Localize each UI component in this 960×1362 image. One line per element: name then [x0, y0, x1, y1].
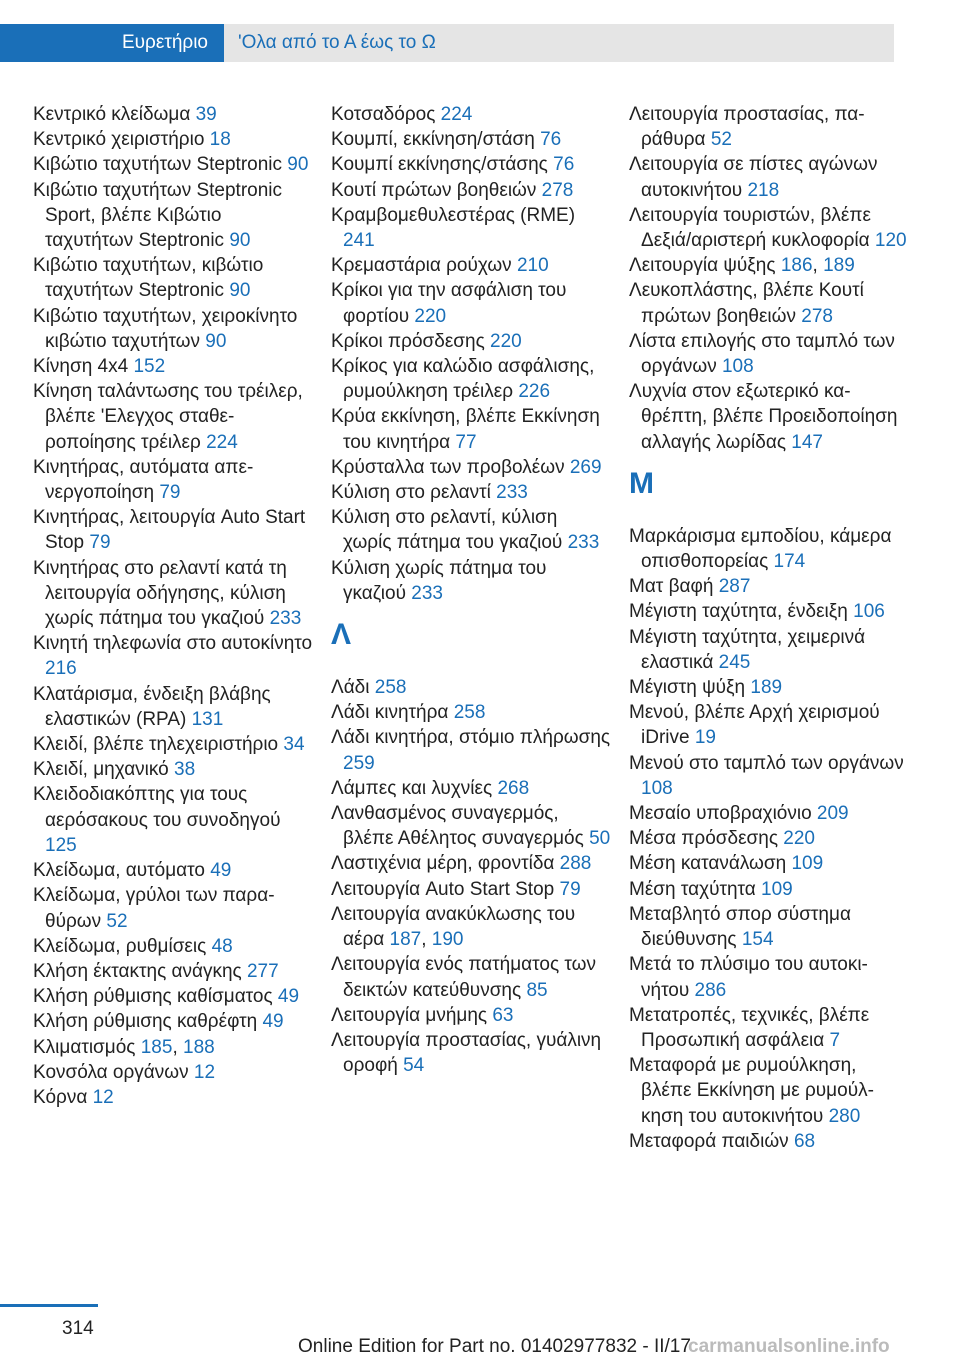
index-entry-text: Κρίκοι για την ασφάλιση του φορτίου	[331, 280, 567, 327]
footer-rule	[0, 1304, 98, 1307]
index-entry	[33, 959, 313, 984]
index-entry-text: Κύλιση στο ρελαντί	[331, 482, 497, 504]
index-entry-text: Κλειδί, μηχανικό	[33, 759, 175, 781]
index-entry	[331, 455, 611, 480]
index-entry-text: Κουμπί εκκίνησης/στάσης	[331, 154, 554, 176]
page-reference-link[interactable]: 49	[262, 1011, 284, 1033]
index-entry-text: Μέση κατανάλωση	[629, 853, 792, 875]
page-reference-link[interactable]: 131	[191, 708, 224, 730]
index-entry	[33, 505, 313, 555]
page-reference-link[interactable]: 106	[853, 601, 885, 623]
index-entry	[331, 354, 611, 404]
index-entry	[33, 253, 313, 303]
page-reference-link[interactable]: 188	[183, 1036, 215, 1058]
page-reference-link[interactable]: 187	[389, 929, 422, 951]
page-reference-link[interactable]: 120	[874, 230, 907, 252]
page-reference-link[interactable]: 12	[92, 1086, 114, 1108]
page-reference-link[interactable]: 233	[269, 608, 302, 630]
index-entry	[331, 700, 611, 725]
page-reference-link[interactable]: 12	[193, 1061, 216, 1083]
index-entry-text: Λειτουργία ανακύκλωσης του αέρα	[331, 903, 576, 951]
index-entry-text: Μαρκάρισμα εμποδίου, κάμερα οπισθοπορείας	[629, 525, 892, 573]
page-reference-link[interactable]: 233	[567, 532, 600, 554]
index-entry-text: Κλήση ρύθμισης καθίσματος	[33, 986, 278, 1008]
page-reference-link[interactable]: 39	[195, 104, 217, 125]
index-entry-text: Λειτουργία Auto Start Stop	[331, 878, 560, 900]
page-reference-link[interactable]: 218	[747, 179, 780, 201]
page-reference-link[interactable]: 269	[569, 456, 602, 478]
index-entry	[629, 952, 909, 1002]
index-entry-text: Λειτουργία ψύξης	[629, 255, 781, 277]
page-reference-link[interactable]: 258	[374, 677, 407, 699]
index-entry	[331, 178, 611, 203]
index-entry	[629, 329, 909, 379]
index-entry-text: Λαστιχένια μέρη, φροντίδα	[331, 853, 560, 875]
index-entry-text: Μενού στο ταμπλό των οργάνων	[629, 752, 904, 774]
page-reference-link[interactable]: 49	[277, 986, 300, 1008]
index-entry	[331, 127, 611, 152]
index-column-1	[33, 102, 313, 1110]
page-reference-link[interactable]: 85	[526, 979, 548, 1001]
index-entry	[629, 700, 909, 750]
index-entry-text: Λειτουργία προστασίας, γυάλινη οροφή	[331, 1029, 602, 1077]
index-entry-text: Κεντρικό χειριστήριο	[33, 129, 210, 151]
index-entry	[33, 984, 313, 1009]
page-reference-link[interactable]: 52	[106, 910, 128, 932]
index-entry-text: Μέγιστη ταχύτητα, χειμερινά ελαστικά	[629, 626, 866, 673]
index-entry	[33, 178, 313, 254]
index-entry	[33, 732, 313, 757]
page-reference-link[interactable]: 245	[718, 651, 751, 673]
index-entry	[629, 675, 909, 700]
index-entry	[33, 354, 313, 379]
index-entry	[629, 203, 909, 253]
index-entry-text: Μέσα πρόσδεσης	[629, 828, 784, 850]
index-entry	[33, 102, 313, 127]
index-entry-text: Μέγιστη ψύξη	[629, 677, 751, 699]
page-reference-link[interactable]: 241	[343, 230, 375, 252]
page-reference-link[interactable]: 278	[801, 305, 833, 327]
page-reference-link[interactable]: 185	[140, 1036, 173, 1058]
section-letter: Λ	[331, 618, 352, 652]
page-reference-link[interactable]: 90	[229, 230, 251, 252]
page-reference-link[interactable]: 268	[497, 777, 530, 799]
section-letter: Μ	[629, 466, 654, 500]
page-reference-link[interactable]: 259	[343, 752, 375, 774]
index-entry-text: Λάδι κινητήρα	[331, 702, 454, 724]
page-reference-link[interactable]: 287	[718, 576, 751, 598]
index-entry	[33, 934, 313, 959]
index-entry-text: Λειτουργία τουριστών, βλέπε Δεξιά/αριστερή κυκλοφορία	[629, 204, 875, 252]
index-entry	[331, 952, 611, 1002]
page-reference-link[interactable]: 90	[229, 280, 251, 302]
index-entry	[33, 127, 313, 152]
index-entry	[629, 1129, 909, 1154]
index-entry	[629, 801, 909, 826]
index-entry-text: Κινητήρας, αυτόματα απενεργοποίηση	[33, 456, 254, 504]
page-reference-link[interactable]: 54	[403, 1055, 425, 1077]
page-reference-link[interactable]: 108	[641, 777, 673, 799]
page-reference-link[interactable]: 189	[750, 677, 783, 699]
index-entry	[331, 776, 611, 801]
index-entry	[629, 599, 909, 624]
index-entry	[33, 682, 313, 732]
index-entry	[33, 782, 313, 858]
index-entry-text: Λειτουργία ενός πατήματος των δεικτών κατεύθυνσης	[331, 954, 596, 1001]
index-entry	[629, 826, 909, 851]
page-reference-link[interactable]: 226	[518, 381, 551, 403]
index-entry-text: Κλείδωμα, αυτόματο	[33, 860, 211, 882]
index-entry-text: Κίνηση 4x4	[33, 356, 134, 378]
index-entry	[331, 102, 611, 127]
index-entry-text: Κύλιση στο ρελαντί, κύλιση χωρίς πάτημα του γκαζιού	[331, 507, 568, 554]
index-entry-text: Λανθασμένος συναγερμός, βλέπε Αθέλητος συναγερμός	[331, 803, 590, 850]
index-entry	[331, 851, 611, 876]
index-entry	[33, 883, 313, 933]
index-entry-text: Λευκοπλάστης, βλέπε Κουτί πρώτων βοηθειών	[629, 280, 864, 327]
page-reference-link[interactable]: 52	[710, 129, 732, 151]
page-reference-link[interactable]: 76	[553, 154, 575, 176]
index-entry: Κλιματισμός 185, 188	[33, 1036, 215, 1058]
page-number: 314	[62, 1318, 94, 1339]
index-entry-text: Κιβώτιο ταχυτήτων, κιβώτιο ταχυτήτων Steptronic	[33, 255, 264, 302]
page-reference-link[interactable]: 63	[492, 1004, 514, 1026]
index-entry-text: Κιβώτιο ταχυτήτων, χειροκίνητο κιβώτιο ταχυτήτων	[33, 305, 298, 352]
page-reference-link[interactable]: 50	[589, 828, 611, 850]
index-entry	[629, 102, 909, 152]
index-entry	[331, 404, 611, 454]
index-entry-text: Κρύα εκκίνηση, βλέπε Εκκίνηση του κινητήρα	[331, 406, 600, 453]
page-reference-link[interactable]: 34	[283, 734, 305, 756]
index-entry-text: Κρίκος για καλώδιο ασφάλισης, ρυμούλκηση τρέιλερ	[331, 356, 595, 403]
index-entry-text: Κύλιση χωρίς πάτημα του γκαζιού	[331, 557, 547, 604]
page-reference-link[interactable]: 152	[133, 356, 166, 378]
index-entry-text: Μεταβλητό σπορ σύστημα διεύθυνσης	[629, 903, 851, 951]
index-entry	[629, 625, 909, 675]
index-entry-text: Κοτσαδόρος	[331, 104, 441, 125]
index-entry: Λειτουργία ανακύκλωσης του αέρα 187, 190	[331, 903, 576, 951]
index-entry-text: Λάμπες και λυχνίες	[331, 777, 498, 799]
index-entry	[331, 278, 611, 328]
index-entry	[331, 877, 611, 902]
index-entry-text: Λειτουργία μνήμης	[331, 1004, 493, 1026]
index-entry	[33, 556, 313, 632]
page-reference-link[interactable]: 224	[206, 431, 238, 453]
index-entry	[33, 304, 313, 354]
index-entry	[331, 1028, 611, 1078]
index-entry-text: Λίστα επιλογής στο ταμπλό των οργάνων	[629, 330, 895, 378]
index-entry-text: Κινητήρας, λειτουργία Auto Start Stop	[33, 507, 306, 554]
index-entry	[331, 253, 611, 278]
index-entry	[629, 851, 909, 876]
watermark: carmanualsonline.info	[688, 1336, 890, 1357]
page-reference-link[interactable]: 125	[45, 834, 77, 856]
index-entry-text: Κινητή τηλεφωνία στο αυτοκίνητο	[33, 633, 313, 655]
index-entry-text: Μέση ταχύτητα	[629, 878, 762, 900]
index-column-2	[331, 102, 611, 1078]
index-entry	[629, 379, 909, 455]
index-entry-text: Μετατροπές, τεχνικές, βλέπε Προσωπική ασφάλεια	[629, 1004, 870, 1051]
index-entry-text: Μεταφορά με ρυμούλκηση, βλέπε Εκκίνηση με ρυμούλκηση του αυτοκινήτου	[629, 1055, 874, 1127]
index-entry	[629, 574, 909, 599]
page-reference-link[interactable]: 79	[89, 532, 111, 554]
page-reference-link[interactable]: 19	[694, 727, 716, 749]
page-reference-link[interactable]: 210	[516, 255, 549, 277]
page-reference-link[interactable]: 286	[694, 979, 727, 1001]
index-entry	[33, 379, 313, 455]
index-entry-text: Κρύσταλλα των προβολέων	[331, 456, 570, 478]
index-entry	[629, 1053, 909, 1129]
index-entry	[331, 505, 611, 555]
page-reference-link[interactable]: 220	[783, 828, 815, 850]
page-reference-link[interactable]: 216	[45, 658, 77, 680]
page-reference-link[interactable]: 109	[791, 853, 824, 875]
index-entry-text: Μεταφορά παιδιών	[629, 1130, 794, 1152]
tab-a-to-z[interactable]: 'Ολα από το Α έως το Ω	[224, 24, 894, 62]
index-entry	[629, 278, 909, 328]
index-entry-text: Κλήση έκτακτης ανάγκης	[33, 960, 247, 982]
index-entry	[33, 858, 313, 883]
index-entry	[629, 902, 909, 952]
index-entry	[331, 801, 611, 851]
index-entry-text: Κλήση ρύθμισης καθρέφτη	[33, 1011, 263, 1033]
index-entry	[331, 675, 611, 700]
index-entry	[331, 725, 611, 775]
page-reference-link[interactable]: 220	[490, 330, 522, 352]
index-entry-text: Κρεμαστάρια ρούχων	[331, 255, 517, 277]
index-entry-text: Κλειδοδιακόπτης για τους αερόσακους του συνοδηγού	[33, 784, 281, 831]
index-entry	[33, 1085, 313, 1110]
index-entry	[629, 524, 909, 574]
index-entry-text: Κιβώτιο ταχυτήτων Steptronic Sport, βλέπε Κιβώτιο ταχυτήτων Steptronic	[33, 179, 283, 252]
page-reference-link[interactable]: 280	[828, 1105, 861, 1127]
page-reference-link[interactable]: 233	[411, 582, 443, 604]
page-reference-link[interactable]: 288	[559, 853, 592, 875]
index-entry-text: Ματ βαφή	[629, 576, 719, 598]
page-reference-link[interactable]: 147	[791, 431, 823, 453]
tab-index[interactable]: Ευρετήριο	[0, 24, 224, 62]
index-entry	[331, 480, 611, 505]
index-entry-text: Μενού, βλέπε Αρχή χειρισμού iDrive	[629, 702, 880, 749]
index-entry	[33, 1009, 313, 1034]
index-entry-text: Κρίκοι πρόσδεσης	[331, 330, 491, 352]
index-entry-text: Κονσόλα οργάνων	[33, 1061, 194, 1083]
page-reference-link[interactable]: 18	[209, 129, 231, 151]
header-bar	[0, 0, 960, 62]
page-reference-link[interactable]: 258	[453, 702, 486, 724]
index-entry-text: Λυχνία στον εξωτερικό καθρέπτη, βλέπε Προειδοποίηση αλλαγής λωρίδας	[629, 381, 898, 453]
index-entry-text: Κλείδωμα, ρυθμίσεις	[33, 935, 212, 957]
page-reference-link[interactable]: 233	[496, 482, 528, 504]
index-entry	[331, 152, 611, 177]
page-reference-link[interactable]: 108	[721, 356, 754, 378]
page-reference-link[interactable]: 49	[210, 860, 232, 882]
index-entry	[331, 203, 611, 253]
page-reference-link[interactable]: 48	[211, 935, 233, 957]
page-reference-link[interactable]: 154	[741, 929, 774, 951]
index-entry-text: Κινητήρας στο ρελαντί κατά τη λειτουργία οδήγησης, κύλιση χωρίς πάτημα του γκαζιού	[33, 557, 287, 630]
index-entry	[629, 152, 909, 202]
page-reference-link[interactable]: 278	[541, 179, 574, 201]
index-entry	[331, 556, 611, 606]
page-reference-link[interactable]: 186	[780, 255, 813, 277]
index-entry-text: Κλατάρισμα, ένδειξη βλάβης ελαστικών (RPA)	[33, 683, 271, 730]
index-entry	[629, 1003, 909, 1053]
index-entry: Λειτουργία ψύξης 186, 189	[629, 255, 855, 277]
page-reference-link[interactable]: 79	[159, 482, 181, 504]
index-entry-text: Μετά το πλύσιμο του αυτοκινήτου	[629, 954, 868, 1001]
index-entry-text: Κλιματισμός	[33, 1036, 141, 1058]
page-reference-link[interactable]: 76	[540, 129, 562, 151]
index-entry-text: Λάδι κινητήρα, στόμιο πλήρωσης	[331, 727, 611, 749]
page-reference-link[interactable]: 68	[793, 1130, 816, 1152]
page-reference-link[interactable]: 109	[761, 878, 793, 900]
index-entry-text: Κιβώτιο ταχυτήτων Steptronic	[33, 154, 288, 176]
index-entry	[33, 152, 313, 177]
index-entry-text: Κλειδί, βλέπε τηλεχειριστήριο	[33, 734, 284, 756]
page-reference-link[interactable]: 7	[829, 1029, 841, 1051]
index-entry-text: Κίνηση ταλάντωσης του τρέιλερ, βλέπε 'Ελεγχος σταθεροποίησης τρέιλερ	[33, 381, 303, 453]
index-entry	[331, 1003, 611, 1028]
page-reference-link[interactable]: 189	[823, 255, 855, 277]
index-entry-text: Μέγιστη ταχύτητα, ένδειξη	[629, 601, 854, 623]
index-entry-text: Λειτουργία σε πίστες αγώνων αυτοκινήτου	[629, 154, 878, 201]
index-entry	[331, 329, 611, 354]
index-entry-text: Κουτί πρώτων βοηθειών	[331, 179, 542, 201]
index-entry-text: Μεσαίο υποβραχιόνιο	[629, 803, 817, 825]
index-entry	[33, 631, 313, 681]
index-entry-text: Κεντρικό κλείδωμα	[33, 104, 196, 125]
index-entry	[33, 757, 313, 782]
index-entry-text: Κουμπί, εκκίνηση/στάση	[331, 129, 541, 151]
page-reference-link[interactable]: 90	[205, 330, 227, 352]
page-reference-link[interactable]: 90	[287, 154, 309, 176]
page-reference-link[interactable]: 79	[559, 878, 581, 900]
index-entry-text: Λάδι	[331, 677, 375, 699]
index-entry-text: Κραμβομεθυλεστέρας (RME)	[331, 204, 576, 226]
index-entry-text: Κόρνα	[33, 1086, 93, 1108]
index-column-3	[629, 102, 909, 1154]
page-reference-link[interactable]: 209	[816, 803, 849, 825]
page-reference-link[interactable]: 220	[414, 305, 447, 327]
page-reference-link[interactable]: 174	[773, 551, 806, 573]
page-reference-link[interactable]: 224	[440, 104, 473, 125]
index-entry	[629, 877, 909, 902]
index-entry-text: Λειτουργία προστασίας, παράθυρα	[629, 104, 865, 151]
page-reference-link[interactable]: 38	[174, 759, 196, 781]
page-reference-link[interactable]: 77	[455, 431, 477, 453]
index-entry-text: Κλείδωμα, γρύλοι των παραθύρων	[33, 885, 275, 932]
edition-note: Online Edition for Part no. 01402977832 - II/17	[298, 1336, 691, 1357]
index-entry	[33, 1060, 313, 1085]
page-reference-link[interactable]: 277	[246, 960, 279, 982]
page-reference-link[interactable]: 190	[431, 929, 464, 951]
index-entry	[629, 751, 909, 801]
index-entry	[33, 455, 313, 505]
